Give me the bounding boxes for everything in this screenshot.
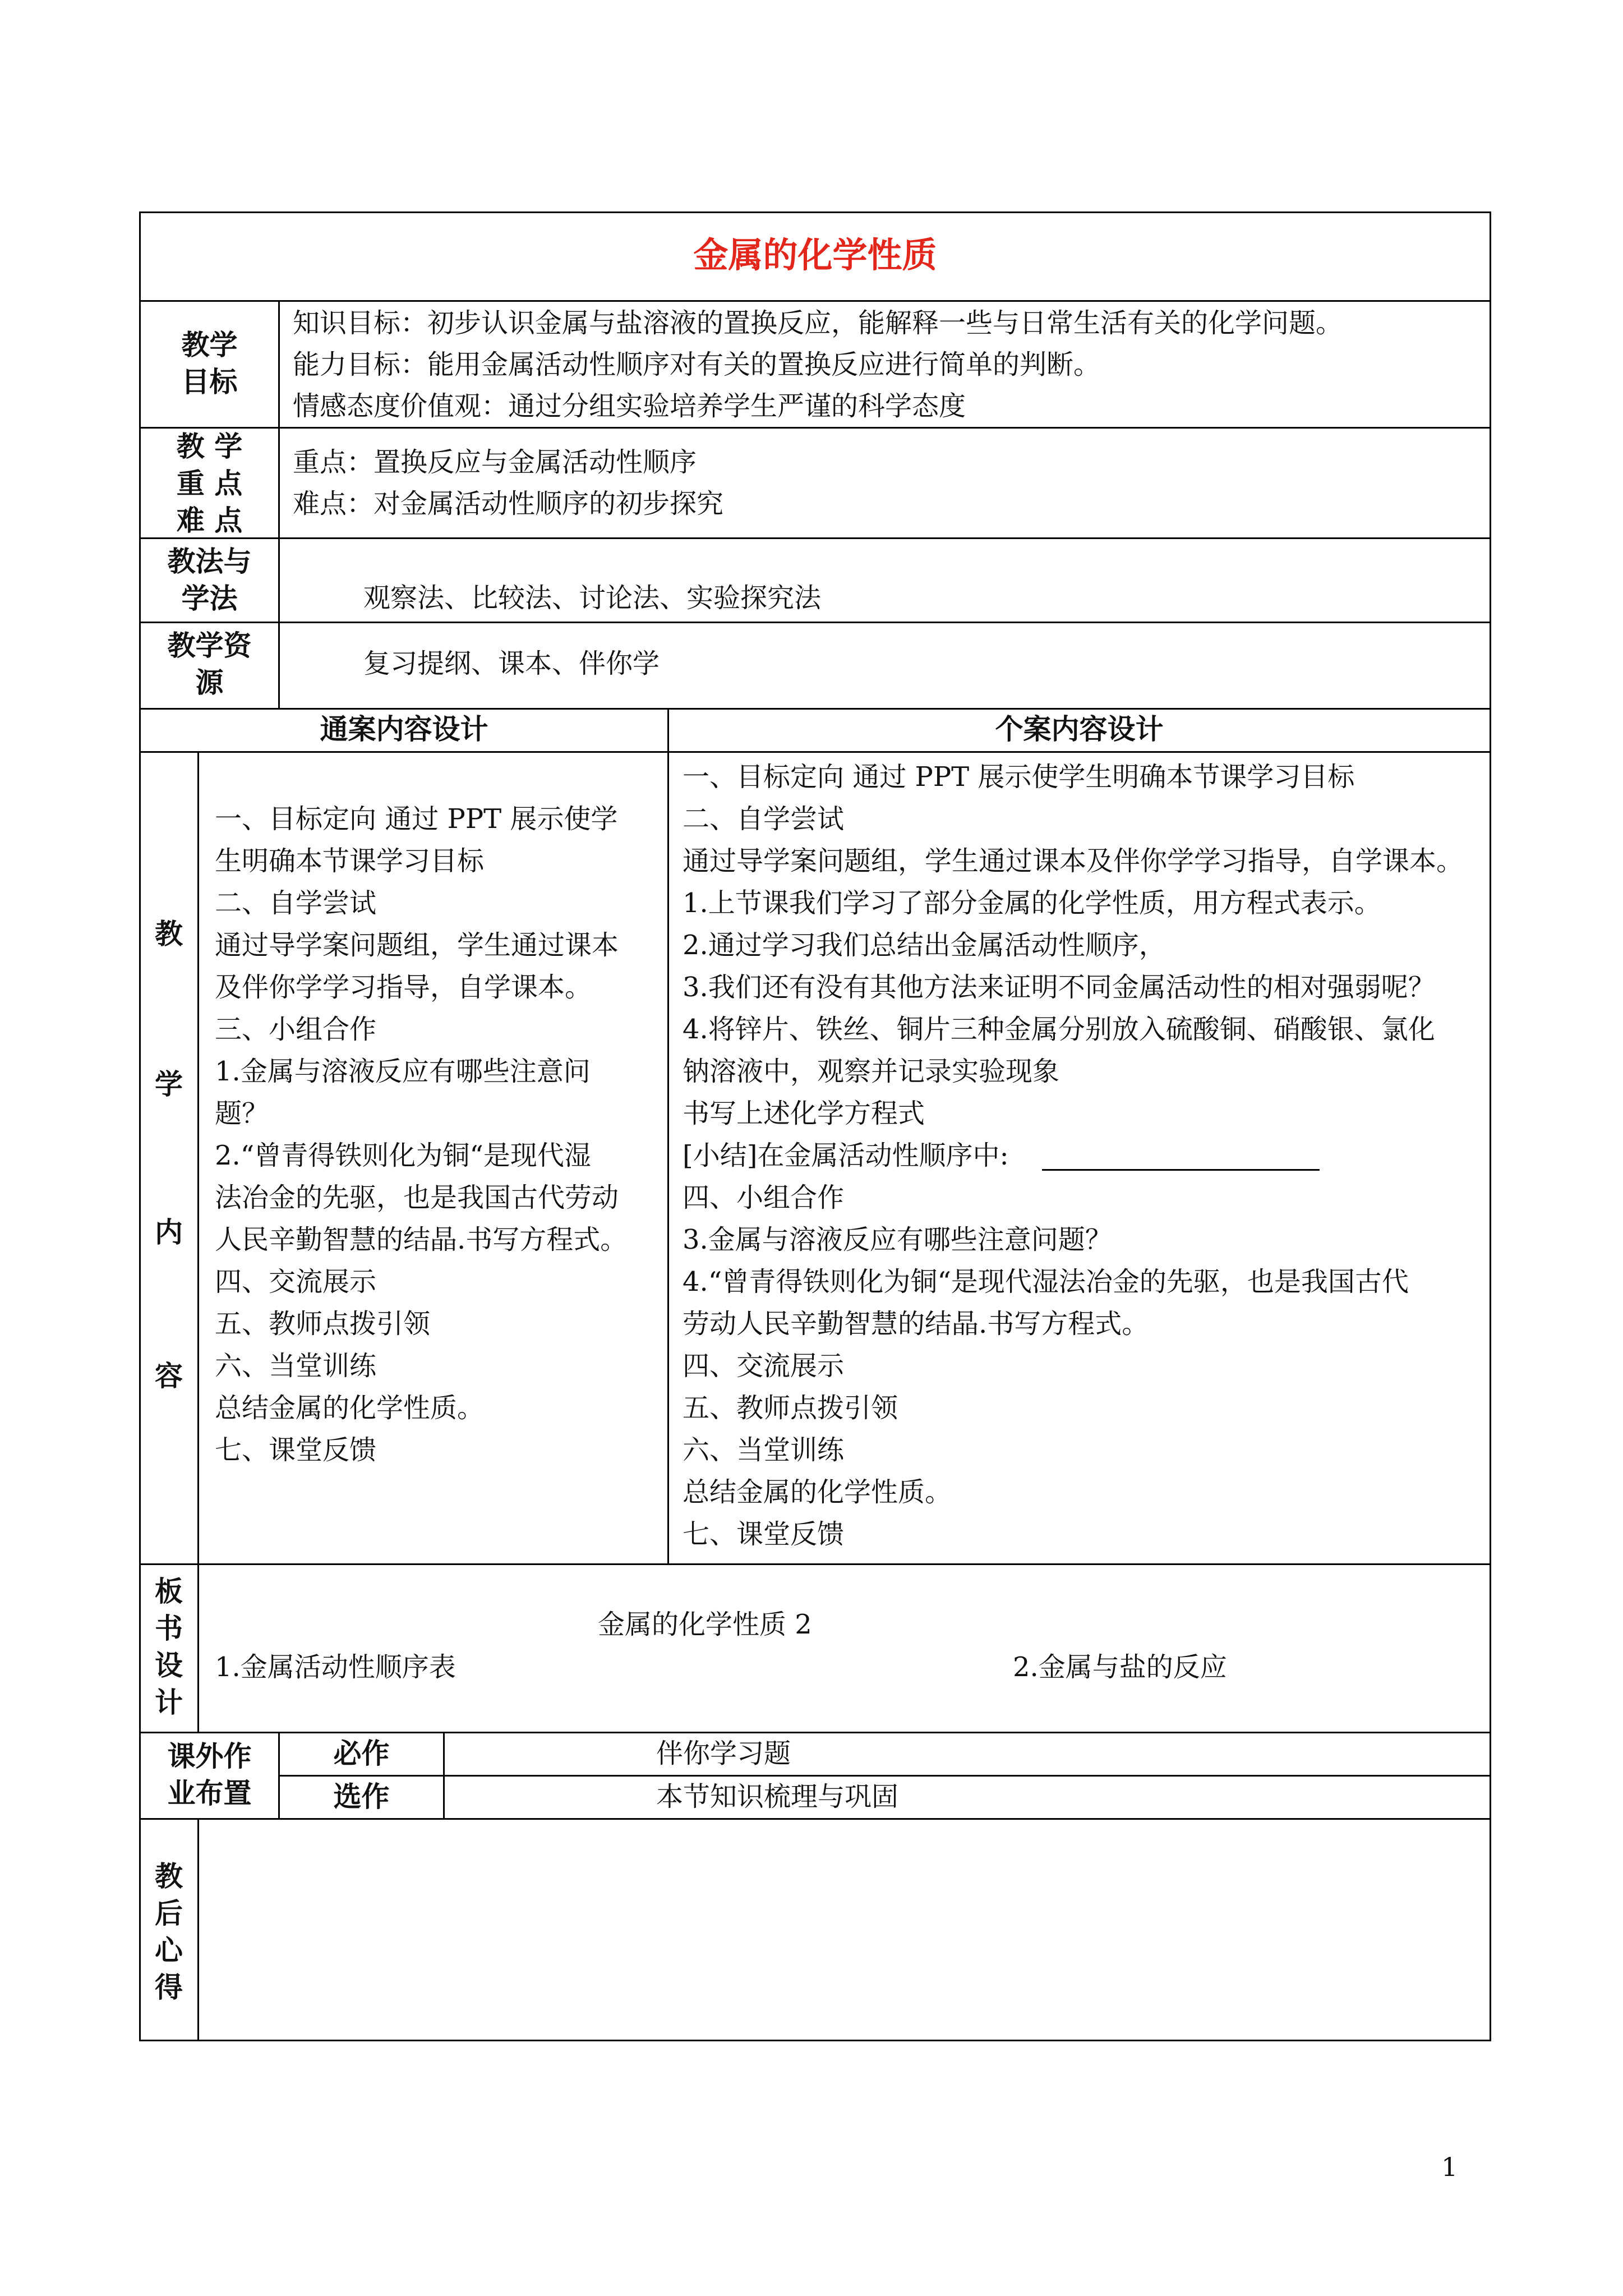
individual-line: 4.“曾青得铁则化为铜“是现代湿法冶金的先驱，也是我国古代 xyxy=(683,1266,1409,1297)
homework-required-text: 伴你学习题 xyxy=(656,1738,791,1769)
keypoints-label: 教 学 重 点 难 点 xyxy=(176,430,243,537)
rule xyxy=(443,1732,445,1818)
reflection-label-char: 得 xyxy=(155,1971,183,2004)
common-line: 及伴你学学习指导，自学课本。 xyxy=(215,972,592,1003)
individual-line: 钠溶液中，观察并记录实验现象 xyxy=(683,1056,1060,1087)
reflection-label-char: 教 xyxy=(155,1860,183,1893)
individual-line: 六、当堂训练 xyxy=(683,1434,845,1466)
rule xyxy=(139,751,1491,753)
board-label-char: 设 xyxy=(155,1649,183,1682)
objective-knowledge: 知识目标：初步认识金属与盐溶液的置换反应，能解释一些与日常生活有关的化学问题。 xyxy=(293,307,1343,339)
objectives-label: 教学 目标 xyxy=(181,328,238,398)
homework-optional-text: 本节知识梳理与巩固 xyxy=(656,1781,899,1812)
keypoint-focus: 重点：置换反应与金属活动性顺序 xyxy=(293,447,697,478)
reflection-label-char: 后 xyxy=(155,1897,183,1930)
individual-line: 五、教师点拨引领 xyxy=(683,1392,898,1424)
common-line: 总结金属的化学性质。 xyxy=(215,1392,485,1424)
board-label-char: 书 xyxy=(155,1612,183,1645)
rule xyxy=(139,1563,1491,1565)
content-label-char: 内 xyxy=(155,1216,183,1249)
board-left-item: 1.金属活动性顺序表 xyxy=(215,1651,456,1683)
common-line: 1.金属与溶液反应有哪些注意问 xyxy=(215,1056,591,1087)
content-label-char: 学 xyxy=(155,1068,183,1101)
individual-line: 3.金属与溶液反应有哪些注意问题？ xyxy=(683,1224,1112,1255)
individual-line: 二、自学尝试 xyxy=(683,803,845,835)
homework-optional-label: 选作 xyxy=(333,1780,390,1813)
board-title: 金属的化学性质 2 xyxy=(598,1609,812,1640)
common-line: 生明确本节课学习目标 xyxy=(215,845,485,877)
rule xyxy=(197,751,199,1563)
board-right-item: 2.金属与盐的反应 xyxy=(1013,1651,1227,1683)
common-line: 人民辛勤智慧的结晶.书写方程式。 xyxy=(215,1224,628,1255)
page-number: 1 xyxy=(1441,2152,1458,2182)
rule xyxy=(139,1818,1491,1820)
individual-line: 总结金属的化学性质。 xyxy=(683,1476,952,1508)
individual-line: 四、小组合作 xyxy=(683,1182,845,1213)
common-line: 六、当堂训练 xyxy=(215,1350,377,1382)
common-line: 法冶金的先驱，也是我国古代劳动 xyxy=(215,1182,619,1213)
keypoint-difficulty: 难点：对金属活动性顺序的初步探究 xyxy=(293,488,724,519)
common-line: 一、目标定向 通过 PPT 展示使学 xyxy=(215,803,618,835)
rule xyxy=(139,537,1491,539)
common-line: 七、课堂反馈 xyxy=(215,1434,377,1466)
rule xyxy=(139,1732,1491,1733)
rule xyxy=(278,300,280,708)
content-label-char: 教 xyxy=(155,917,183,950)
common-line: 三、小组合作 xyxy=(215,1014,377,1045)
resources-label: 教学资 源 xyxy=(167,629,252,699)
rule xyxy=(139,708,1491,710)
individual-line: 1.上节课我们学习了部分金属的化学性质，用方程式表示。 xyxy=(683,887,1381,919)
rule xyxy=(139,622,1491,623)
individual-line: 4.将锌片、铁丝、铜片三种金属分别放入硫酸铜、硝酸银、氯化 xyxy=(683,1014,1435,1045)
header-individual-design: 个案内容设计 xyxy=(995,712,1164,746)
page-title: 金属的化学性质 xyxy=(693,234,937,275)
individual-line: 3.我们还有没有其他方法来证明不同金属活动性的相对强弱呢？ xyxy=(683,972,1435,1003)
individual-line: 书写上述化学方程式 xyxy=(683,1098,925,1129)
individual-line: 七、课堂反馈 xyxy=(683,1519,845,1550)
objective-attitude: 情感态度价值观：通过分组实验培养学生严谨的科学态度 xyxy=(293,390,966,422)
resources-text: 复习提纲、课本、伴你学 xyxy=(363,648,660,679)
header-common-design: 通案内容设计 xyxy=(320,712,488,746)
individual-line: [小结]在金属活动性顺序中: xyxy=(683,1140,1009,1171)
common-line: 四、交流展示 xyxy=(215,1266,377,1297)
individual-line: 一、目标定向 通过 PPT 展示使学生明确本节课学习目标 xyxy=(683,761,1355,793)
summary-blank xyxy=(1042,1169,1320,1171)
board-label-char: 计 xyxy=(155,1686,183,1719)
common-line: 五、教师点拨引领 xyxy=(215,1308,431,1340)
homework-label: 课外作 业布置 xyxy=(167,1740,252,1810)
individual-line: 通过导学案问题组，学生通过课本及伴你学学习指导，自学课本。 xyxy=(683,845,1464,877)
rule xyxy=(197,1818,199,2041)
methods-text: 观察法、比较法、讨论法、实验探究法 xyxy=(363,582,822,614)
individual-line: 四、交流展示 xyxy=(683,1350,845,1382)
objective-ability: 能力目标：能用金属活动性顺序对有关的置换反应进行简单的判断。 xyxy=(293,349,1101,380)
rule xyxy=(667,708,669,1563)
rule xyxy=(197,1563,199,1732)
common-line: 二、自学尝试 xyxy=(215,887,377,919)
common-line: 2.“曾青得铁则化为铜“是现代湿 xyxy=(215,1140,591,1171)
common-line: 题？ xyxy=(215,1098,269,1129)
reflection-label-char: 心 xyxy=(155,1934,183,1967)
board-label-char: 板 xyxy=(155,1575,183,1608)
common-line: 通过导学案问题组，学生通过课本 xyxy=(215,930,619,961)
methods-label: 教法与 学法 xyxy=(167,545,252,615)
homework-required-label: 必作 xyxy=(333,1737,390,1770)
content-label-char: 容 xyxy=(155,1359,183,1392)
individual-line: 2.通过学习我们总结出金属活动性顺序， xyxy=(683,930,1166,961)
individual-line: 劳动人民辛勤智慧的结晶.书写方程式。 xyxy=(683,1308,1149,1340)
